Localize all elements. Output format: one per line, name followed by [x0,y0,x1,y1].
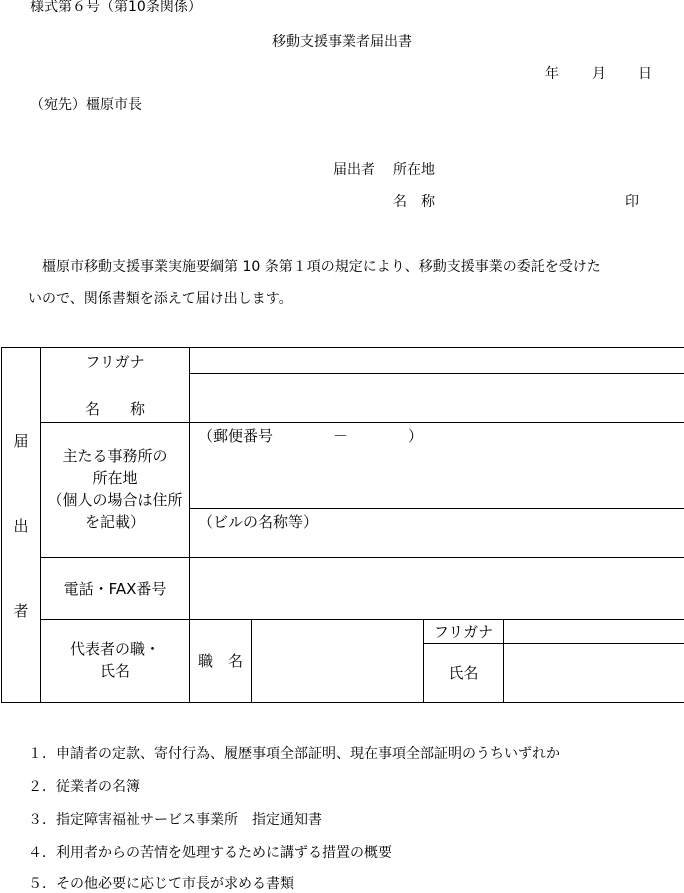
office-label-line: を記載） [41,512,189,534]
body-line-2: いので、関係書類を添えて届け出します。 [28,291,293,308]
representative-label-line: 代表者の職・ [41,639,189,661]
applicant-label: 届出者 [333,162,375,179]
address-input[interactable] [190,509,684,557]
applicant-name-label: 名 称 [393,194,435,211]
date-day-label: 日 [638,66,652,83]
form-number: 様式第６号（第10条関係） [30,0,202,16]
furigana-input[interactable] [190,348,684,374]
position-label: 職 名 [190,619,252,702]
attachment-item: ５．その他必要に応じて市長が求める書類 [28,873,294,893]
postal-code-hint: （郵便番号 － ） [198,427,423,445]
applicant-side-label [2,348,41,703]
furigana-label: フリガナ [41,351,189,372]
attachment-item: １．申請者の定款、寄付行為、履歴事項全部証明、現在事項全部証明のうちいずれか [28,743,560,763]
side-char: 届 [2,430,40,451]
date-month-label: 月 [592,66,606,83]
office-label-line: 所在地 [41,468,189,490]
rep-furigana-label: フリガナ [424,619,504,643]
seal-mark: 印 [625,194,639,211]
page-title: 移動支援事業者届出書 [0,34,684,51]
attachment-item: ４．利用者からの苦情を処理するために講ずる措置の概要 [28,842,392,862]
side-char: 出 [2,515,40,536]
position-input[interactable] [252,619,424,702]
attachment-item: ３．指定障害福祉サービス事業所 指定通知書 [28,809,322,829]
name-label-cell [41,348,190,423]
addressee: （宛先）橿原市長 [30,97,142,114]
body-line-1: 橿原市移動支援事業実施要綱第 10 条第１項の規定により、移動支援事業の委託を受けた [42,259,601,276]
postal-code-input[interactable] [190,423,684,509]
phone-input[interactable] [190,557,684,619]
rep-furigana-input[interactable] [504,619,684,643]
rep-name-label: 氏名 [424,643,504,702]
name-label: 名 称 [41,398,189,419]
building-name-hint: （ビルの名称等） [198,513,318,531]
office-label-line: 主たる事務所の [41,446,189,468]
name-input[interactable] [190,374,684,423]
representative-label-cell [41,619,190,702]
applicant-form-table [1,347,684,703]
side-char: 者 [2,600,40,621]
representative-label-line: 氏名 [41,661,189,683]
rep-name-input[interactable] [504,643,684,702]
office-label-line: （個人の場合は住所 [41,490,189,512]
office-label-cell [41,423,190,557]
applicant-address-label: 所在地 [393,162,435,179]
phone-label: 電話・FAX番号 [41,557,190,619]
date-year-label: 年 [545,66,559,83]
attachment-item: ２．従業者の名簿 [28,776,140,796]
